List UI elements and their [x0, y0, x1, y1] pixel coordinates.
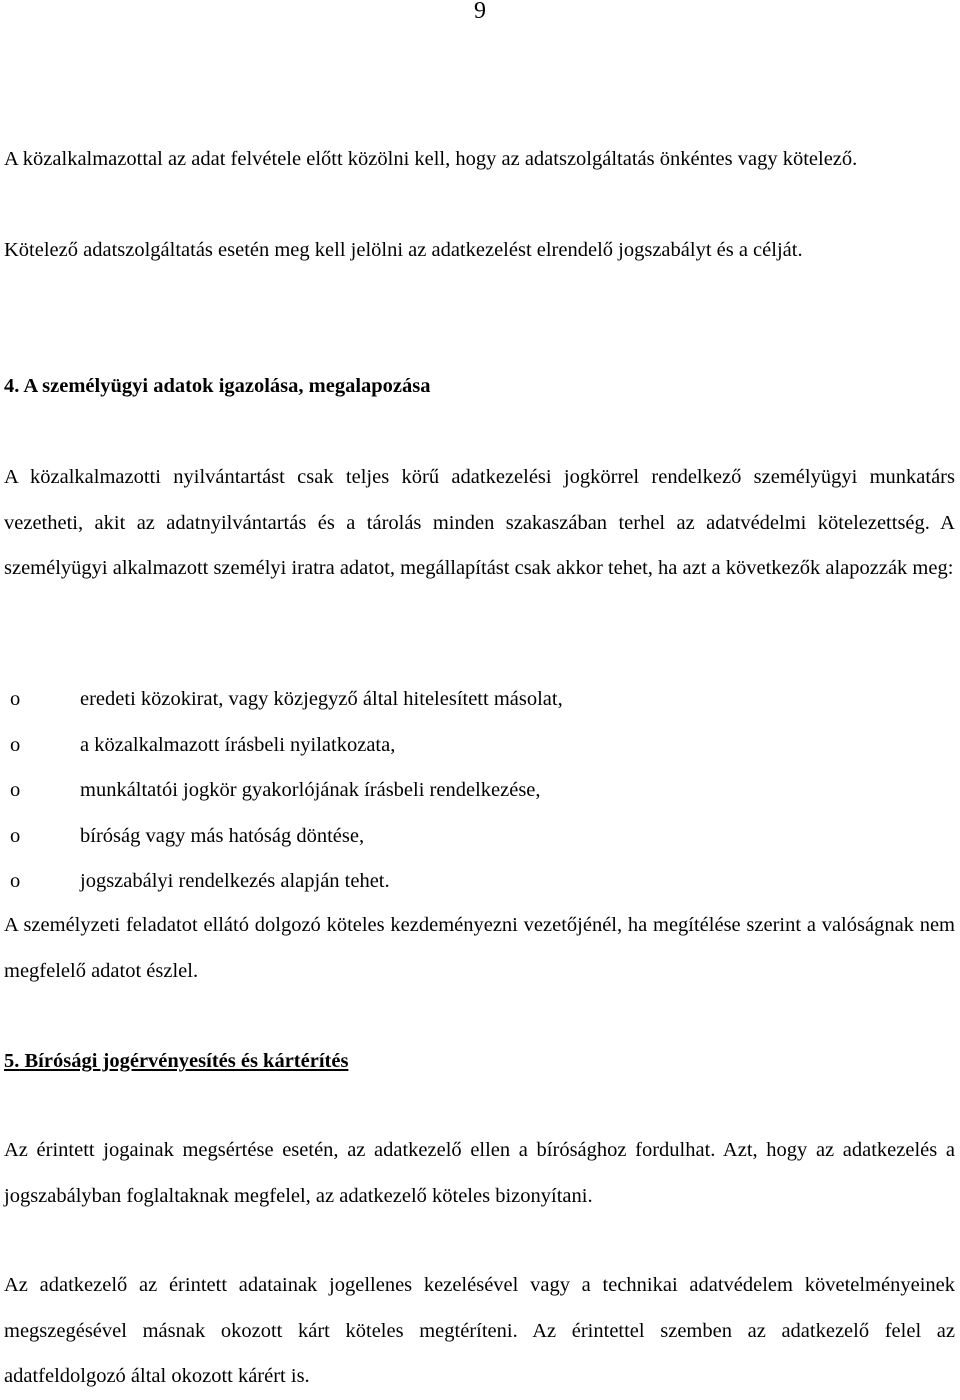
- list-item-text: munkáltatói jogkör gyakorlójának írásbeli rendelkezése,: [80, 779, 541, 801]
- list-item: [4, 723, 955, 769]
- paragraph-mandatory-data: Kötelező adatszolgáltatás esetén meg kell jelölni az adatkezelést elrendelő jogszabályt és a célját.: [4, 239, 803, 261]
- bullet-marker: o: [10, 824, 21, 847]
- bullet-marker: o: [10, 779, 21, 801]
- paragraph-damages: Az adatkezelő az érintett adatainak jogellenes kezelésével vagy a technikai adatvédelem követelményeinek megszegésével másnak okozott kárt köteles megtéríteni. Az érintettel szemben az adatkezelő felel az adatfeldolgozó által okozott kárért is.: [4, 1274, 955, 1387]
- bullet-marker: o: [10, 733, 21, 756]
- list-item-text: bíróság vagy más hatóság döntése,: [80, 824, 365, 847]
- section-5-title: Bírósági jogérvényesítés és kártérítés: [24, 1050, 349, 1072]
- bullet-marker: o: [10, 688, 21, 710]
- paragraph-staff-duty: A személyzeti feladatot ellátó dolgozó köteles kezdeményezni vezetőjénél, ha megítélése szerint a valóságnak nem megfelelő adatot észlel.: [4, 914, 955, 982]
- list-item-text: jogszabályi rendelkezés alapján tehet.: [80, 870, 390, 892]
- paragraph-court-enforcement: Az érintett jogainak megsértése esetén, az adatkezelő ellen a bírósághoz fordulhat. Azt, hogy az adatkezelés a jogszabályban foglaltaknak megfelel, az adatkezelő köteles bizonyítani.: [4, 1139, 955, 1207]
- paragraph-records-keeping: A közalkalmazotti nyilvántartást csak teljes körű adatkezelési jogkörrel rendelkező személyügyi munkatárs vezetheti, akit az adatnyilvántartás és a tárolás minden szakaszában terhel az adatvédelmi kötelezettség. A személyügyi alkalmazott személyi iratra adatot, megállapítást csak akkor tehet, ha azt a következők alapozzák meg:: [4, 466, 955, 579]
- section-4-title: A személyügyi adatok igazolása, megalapozása: [23, 375, 431, 397]
- basis-list: [4, 677, 955, 905]
- list-item: [4, 677, 955, 723]
- bullet-marker: o: [10, 870, 21, 892]
- list-item: [4, 814, 955, 860]
- section-5-number: 5.: [4, 1050, 20, 1072]
- page-number: 9: [474, 0, 486, 24]
- section-5-heading: [4, 1039, 348, 1084]
- section-4-heading: [4, 364, 431, 409]
- section-4-number: 4.: [4, 375, 20, 397]
- list-item-text: a közalkalmazott írásbeli nyilatkozata,: [80, 733, 396, 756]
- list-item: [4, 768, 955, 814]
- paragraph-data-collection-notice: A közalkalmazottal az adat felvétele előtt közölni kell, hogy az adatszolgáltatás önkéntes vagy kötelező.: [4, 148, 858, 170]
- list-item-text: eredeti közokirat, vagy közjegyző által hitelesített másolat,: [80, 688, 563, 710]
- list-item: [4, 859, 955, 905]
